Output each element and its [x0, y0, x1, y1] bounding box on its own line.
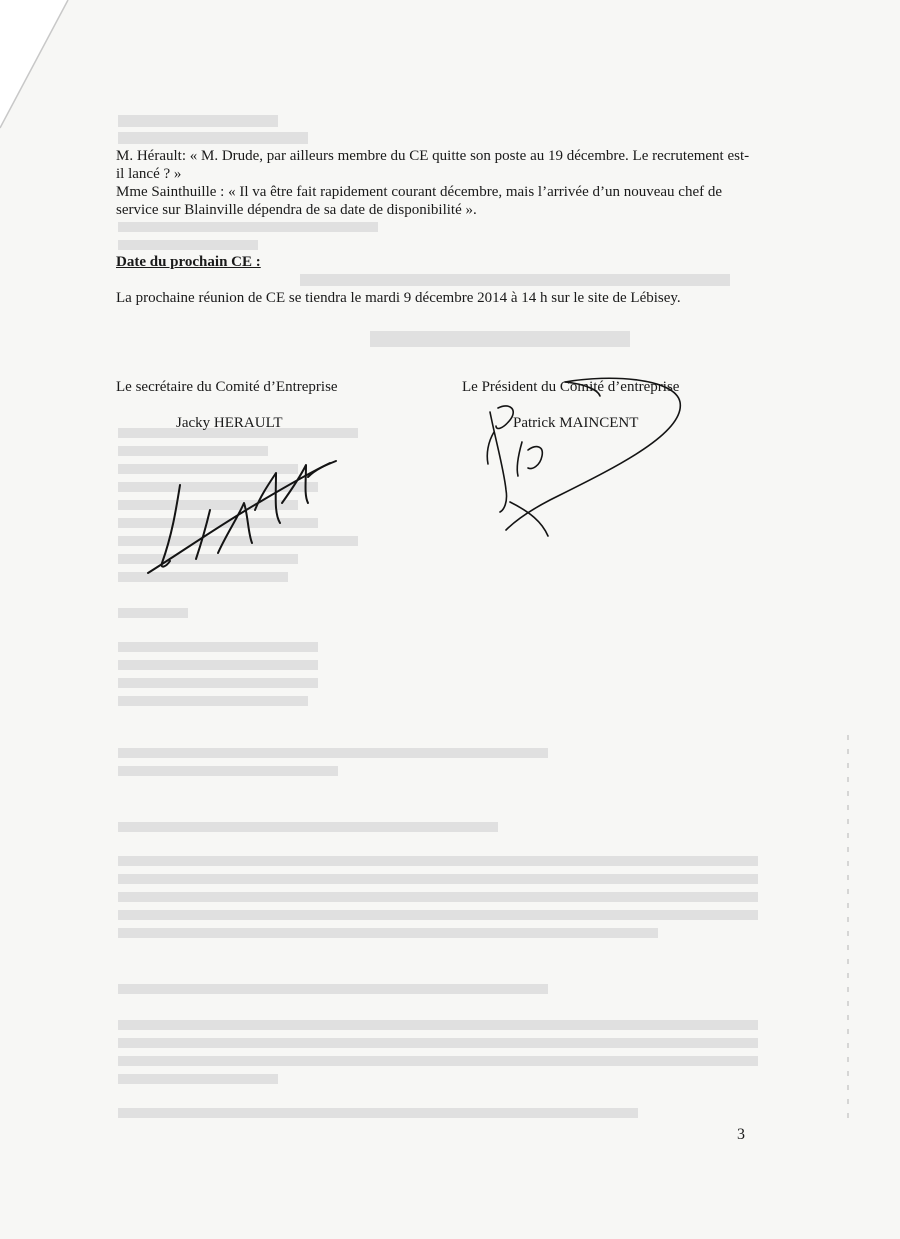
- president-title: Le Président du Comité d’entreprise: [462, 379, 680, 395]
- secretary-title: Le secrétaire du Comité d’Entreprise: [116, 379, 338, 395]
- next-meeting-text: La prochaine réunion de CE se tiendra le mardi 9 décembre 2014 à 14 h sur le site de Lébisey.: [116, 290, 681, 306]
- remark-herault: M. Hérault: « M. Drude, par ailleurs membre du CE quitte son poste au 19 décembre. Le recrutement est-il lancé ? »: [116, 148, 750, 182]
- page-number: 3: [737, 1126, 745, 1143]
- next-meeting-heading: Date du prochain CE :: [116, 254, 261, 270]
- secretary-name: Jacky HERAULT: [176, 415, 283, 431]
- president-name: Patrick MAINCENT: [513, 415, 639, 431]
- secretary-signature-icon: [140, 455, 350, 580]
- remark-sainthuille: Mme Sainthuille : « Il va être fait rapidement courant décembre, mais l’arrivée d’un nouveau chef de service sur Blainville dépendra de sa date de disponibilité ».: [116, 184, 723, 218]
- president-signature-icon: [470, 372, 695, 540]
